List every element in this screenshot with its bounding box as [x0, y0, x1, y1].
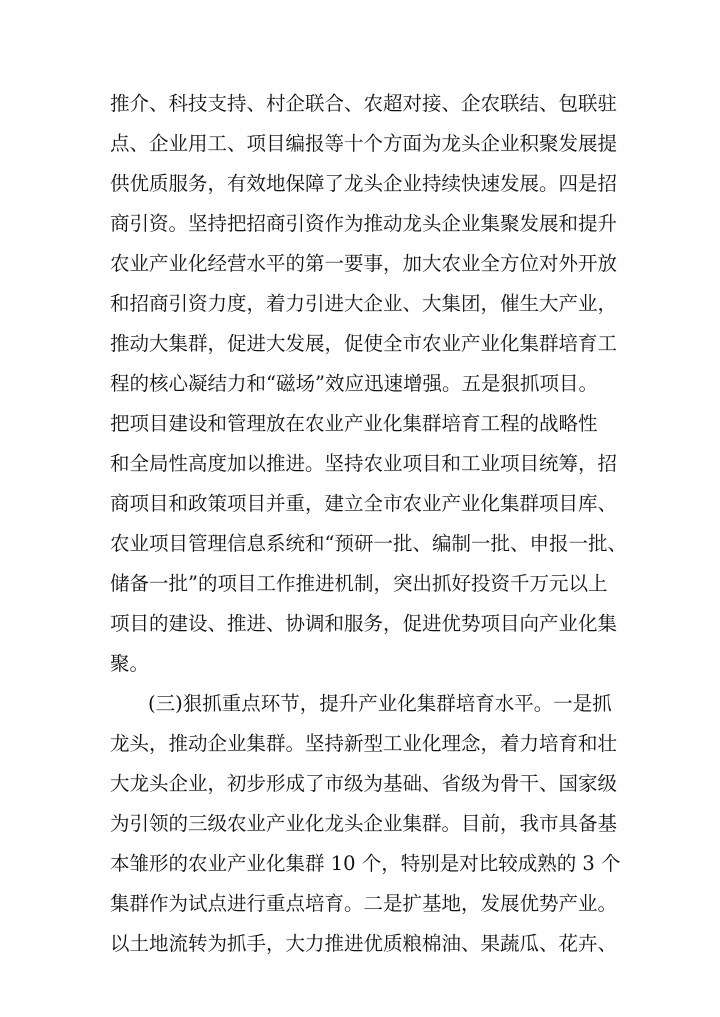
text-line: 推动大集群，促进大发展，促使全市农业产业化集群培育工 [110, 332, 618, 355]
text-line: 储备一批”的项目工作推进机制，突出抓好投资千万元以上 [110, 572, 608, 595]
text-line: 点、企业用工、项目编报等十个方面为龙头企业积聚发展提 [110, 132, 618, 155]
text-line: 商引资。坚持把招商引资作为推动龙头企业集聚发展和提升 [110, 212, 618, 235]
text-line: 和招商引资力度，着力引进大企业、大集团，催生大产业， [110, 292, 618, 315]
text-line: 本雏形的农业产业化集群 10 个，特别是对比较成熟的 3 个 [110, 852, 621, 875]
text-line: 程的核心凝结力和“磁场”效应迅速增强。五是狠抓项目。 [110, 372, 598, 395]
text-line: 和全局性高度加以推进。坚持农业项目和工业项目统筹，招 [110, 452, 618, 475]
text-line: 以土地流转为抓手，大力推进优质粮棉油、果蔬瓜、花卉、 [110, 932, 618, 955]
text-line: 把项目建设和管理放在农业产业化集群培育工程的战略性 [110, 412, 598, 435]
body-text [110, 84, 627, 964]
text-line: 集群作为试点进行重点培育。二是扩基地，发展优势产业。 [110, 892, 618, 915]
text-line: 为引领的三级农业产业化龙头企业集群。目前，我市具备基 [110, 812, 618, 835]
text-line: 农业产业化经营水平的第一要事，加大农业全方位对外开放 [110, 252, 618, 275]
text-line: 供优质服务，有效地保障了龙头企业持续快速发展。四是招 [110, 172, 618, 195]
text-line: 农业项目管理信息系统和“预研一批、编制一批、申报一批、 [110, 532, 627, 555]
text-line: 聚。 [110, 652, 150, 675]
text-line: 龙头，推动企业集群。坚持新型工业化理念，着力培育和壮 [110, 732, 618, 755]
section-heading-line: (三)狠抓重点环节，提升产业化集群培育水平。一是抓 [148, 692, 612, 715]
text-line: 商项目和政策项目并重，建立全市农业产业化集群项目库、 [110, 492, 618, 515]
text-line: 项目的建设、推进、协调和服务，促进优势项目向产业化集 [110, 612, 618, 635]
text-line: 大龙头企业，初步形成了市级为基础、省级为骨干、国家级 [110, 772, 618, 795]
text-line: 推介、科技支持、村企联合、农超对接、企农联结、包联驻 [110, 92, 618, 115]
